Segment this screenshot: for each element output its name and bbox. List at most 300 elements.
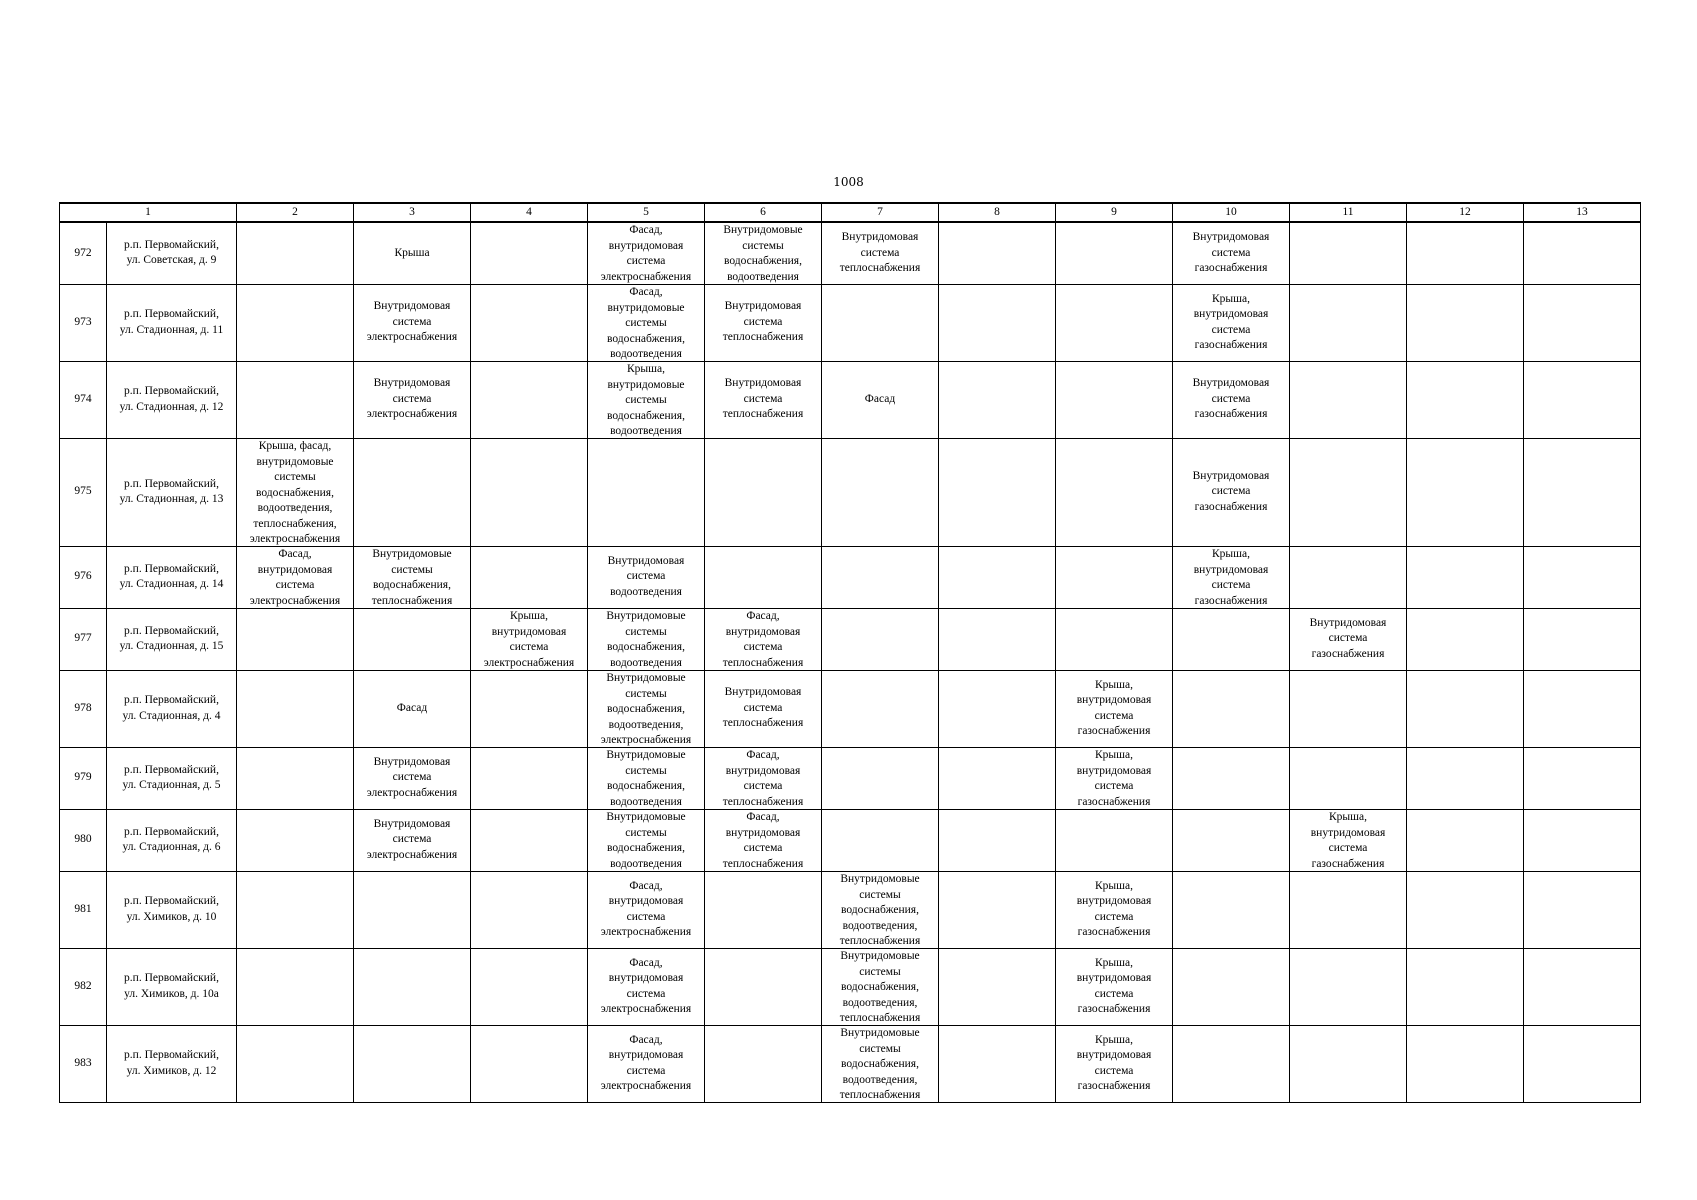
work-line: водоотведения (610, 348, 682, 360)
work-cell-col-3 (354, 871, 471, 948)
work-cell-col-12 (1407, 438, 1524, 546)
work-cell-col-6 (705, 438, 822, 546)
work-line: система (626, 987, 666, 1000)
work-line: электроснабжения (600, 1003, 692, 1015)
work-cell-col-6 (705, 361, 822, 438)
address-settlement: р.п. Первомайский, (124, 763, 219, 776)
work-cell-col-13 (1524, 871, 1641, 948)
work-line: теплоснабжения (371, 594, 453, 607)
work-line: внутридомовая (1076, 764, 1152, 777)
work-cell-col-12 (1407, 284, 1524, 361)
work-line: электроснабжения (366, 786, 458, 799)
work-cell-col-8 (939, 1025, 1056, 1102)
work-cell-col-13 (1524, 608, 1641, 670)
work-line: водоотведения (610, 857, 682, 870)
row-number-cell: 974 (60, 361, 107, 438)
address-street: ул. Стадионная, д. 11 (119, 323, 224, 336)
column-header: 3 (354, 203, 471, 222)
address-street: ул. Стадионная, д. 14 (119, 578, 224, 590)
work-cell-col-8 (939, 284, 1056, 361)
work-cell-col-9 (1056, 284, 1173, 361)
work-cell-col-11 (1290, 747, 1407, 809)
work-cell-col-5 (588, 608, 705, 670)
work-line: внутридомовые (607, 301, 685, 314)
work-cell-col-11 (1290, 948, 1407, 1025)
work-cell-col-2 (237, 670, 354, 747)
work-line: Внутридомовая (373, 300, 451, 313)
work-line: внутридомовая (725, 826, 801, 839)
work-cell-col-3 (354, 608, 471, 670)
work-cell-col-5 (588, 438, 705, 546)
work-line: система (1211, 246, 1251, 259)
work-line: Крыша (394, 246, 430, 259)
work-cell-col-7 (822, 438, 939, 546)
column-header: 10 (1173, 203, 1290, 222)
work-cell-col-2 (237, 438, 354, 546)
work-cell-col-9 (1056, 361, 1173, 438)
work-cell-col-13 (1524, 438, 1641, 546)
work-line: системы (625, 625, 667, 638)
work-cell-col-9 (1056, 1025, 1173, 1102)
work-cell-col-6 (705, 546, 822, 608)
work-cell-col-9 (1056, 438, 1173, 546)
work-cell-col-5 (588, 1025, 705, 1102)
work-line: система (860, 246, 900, 259)
work-line: система (1094, 709, 1134, 722)
work-line: водоснабжения, (724, 255, 802, 268)
work-line: системы (859, 888, 901, 901)
work-line: внутридомовая (608, 972, 684, 984)
work-line: Фасад, (746, 749, 780, 761)
work-line: водоотведения, (842, 996, 918, 1009)
work-line: Крыша, (1095, 678, 1133, 691)
address-settlement: р.п. Первомайский, (124, 562, 219, 575)
row-number-cell: 976 (60, 546, 107, 608)
work-line: водоснабжения, (607, 703, 685, 715)
address-cell (107, 871, 237, 948)
work-line: система (1094, 780, 1134, 792)
work-line: Внутридомовые (723, 224, 803, 237)
work-cell-col-4 (471, 361, 588, 438)
work-line: системы (625, 826, 667, 839)
work-cell-col-5 (588, 546, 705, 608)
work-line: газоснабжения (1194, 500, 1268, 513)
work-line: теплоснабжения (839, 1012, 921, 1024)
work-line: электроснабжения (366, 331, 458, 344)
work-cell-col-9 (1056, 222, 1173, 284)
work-cell-col-10 (1173, 747, 1290, 809)
work-cell-col-4 (471, 1025, 588, 1102)
row-number-cell: 978 (60, 670, 107, 747)
work-cell-col-11 (1290, 284, 1407, 361)
work-line: системы (274, 471, 316, 483)
work-line: водоотведения (727, 270, 799, 283)
work-line: система (392, 833, 432, 846)
address-cell (107, 809, 237, 871)
address-settlement: р.п. Первомайский, (124, 825, 219, 838)
work-line: водоотведения (610, 425, 682, 437)
work-cell-col-4 (471, 546, 588, 608)
work-line: водоотведения, (608, 718, 684, 731)
work-line: водоснабжения, (841, 1058, 919, 1070)
work-cell-col-7 (822, 747, 939, 809)
work-cell-col-8 (939, 361, 1056, 438)
work-cell-col-11 (1290, 361, 1407, 438)
work-cell-col-7 (822, 284, 939, 361)
work-cell-col-6 (705, 871, 822, 948)
work-line: системы (625, 394, 667, 406)
work-line: газоснабжения (1077, 795, 1151, 808)
work-cell-col-11 (1290, 608, 1407, 670)
work-cell-col-8 (939, 438, 1056, 546)
address-street: ул. Стадионная, д. 4 (122, 709, 221, 722)
work-cell-col-3 (354, 284, 471, 361)
work-cell-col-5 (588, 670, 705, 747)
work-line: система (626, 570, 666, 583)
work-line: газоснабжения (1194, 262, 1268, 274)
column-header: 4 (471, 203, 588, 222)
address-settlement: р.п. Первомайский, (124, 308, 219, 320)
work-cell-col-8 (939, 948, 1056, 1025)
work-cell-col-13 (1524, 284, 1641, 361)
work-line: система (626, 255, 666, 268)
table-row (60, 871, 1641, 948)
row-number-cell: 982 (60, 948, 107, 1025)
work-cell-col-10 (1173, 608, 1290, 670)
work-cell-col-4 (471, 871, 588, 948)
work-line: электроснабжения (600, 1080, 692, 1092)
work-cell-col-11 (1290, 809, 1407, 871)
work-cell-col-10 (1173, 546, 1290, 608)
work-cell-col-3 (354, 361, 471, 438)
work-line: водоотведения, (257, 502, 333, 514)
work-cell-col-11 (1290, 1025, 1407, 1102)
work-line: газоснабжения (1077, 725, 1151, 737)
work-cell-col-2 (237, 809, 354, 871)
work-line: Внутридомовая (1192, 469, 1270, 482)
work-cell-col-3 (354, 222, 471, 284)
work-cell-col-2 (237, 948, 354, 1025)
work-cell-col-8 (939, 747, 1056, 809)
work-line: Крыша, (627, 363, 665, 375)
work-line: внутридомовая (608, 895, 684, 907)
work-line: системы (625, 317, 667, 329)
work-line: Внутридомовая (373, 817, 451, 830)
work-line: внутридомовая (257, 563, 333, 576)
work-cell-col-7 (822, 809, 939, 871)
work-line: водоснабжения, (256, 486, 334, 499)
work-line: Крыша, (1212, 292, 1250, 305)
work-cell-col-2 (237, 871, 354, 948)
address-settlement: р.п. Первомайский, (124, 972, 219, 984)
work-cell-col-2 (237, 361, 354, 438)
work-cell-col-6 (705, 1025, 822, 1102)
work-line: Внутридомовые (840, 873, 920, 885)
work-line: водоснабжения, (607, 780, 685, 792)
table-row (60, 361, 1641, 438)
work-line: Внутридомовая (607, 554, 685, 567)
address-cell (107, 361, 237, 438)
work-cell-col-4 (471, 747, 588, 809)
work-cell-col-10 (1173, 284, 1290, 361)
work-cell-col-7 (822, 871, 939, 948)
work-cell-col-6 (705, 670, 822, 747)
work-cell-col-12 (1407, 670, 1524, 747)
work-line: системы (859, 965, 901, 978)
work-line: система (743, 842, 783, 854)
work-cell-col-9 (1056, 670, 1173, 747)
table-row (60, 438, 1641, 546)
work-cell-col-10 (1173, 438, 1290, 546)
column-header: 9 (1056, 203, 1173, 222)
address-street: ул. Химиков, д. 12 (126, 1064, 217, 1077)
row-number-cell: 980 (60, 809, 107, 871)
column-header: 1 (60, 203, 237, 222)
work-line: водоотведения (610, 585, 682, 598)
work-line: газоснабжения (1194, 408, 1268, 421)
work-cell-col-8 (939, 608, 1056, 670)
work-cell-col-12 (1407, 361, 1524, 438)
work-cell-col-8 (939, 871, 1056, 948)
work-cell-col-9 (1056, 546, 1173, 608)
table-row (60, 948, 1641, 1025)
address-cell (107, 438, 237, 546)
work-line: газоснабжения (1194, 339, 1268, 351)
table-body (60, 222, 1641, 1102)
work-line: водоснабжения, (607, 842, 685, 854)
work-cell-col-7 (822, 361, 939, 438)
work-line: Фасад, (746, 811, 780, 823)
page-number: 1008 (833, 175, 864, 189)
work-line: система (743, 641, 783, 653)
work-line: электроснабжения (483, 656, 575, 669)
work-cell-col-4 (471, 670, 588, 747)
work-cell-col-4 (471, 222, 588, 284)
address-settlement: р.п. Первомайский, (124, 238, 219, 251)
work-line: внутридомовая (1076, 972, 1152, 984)
work-cell-col-7 (822, 670, 939, 747)
work-line: системы (391, 563, 433, 576)
work-cell-col-10 (1173, 809, 1290, 871)
work-cell-col-2 (237, 747, 354, 809)
column-header: 2 (237, 203, 354, 222)
work-line: система (1094, 987, 1134, 1000)
work-line: водоснабжения, (607, 409, 685, 422)
work-cell-col-12 (1407, 222, 1524, 284)
work-line: система (392, 771, 432, 784)
work-line: система (1211, 579, 1251, 591)
work-line: Крыша, (1095, 1033, 1133, 1046)
work-line: Внутридомовые (372, 548, 452, 560)
work-cell-col-7 (822, 222, 939, 284)
work-line: Внутридомовая (1309, 616, 1387, 629)
work-cell-col-3 (354, 948, 471, 1025)
address-street: ул. Стадионная, д. 15 (119, 640, 224, 652)
work-line: внутридомовая (491, 625, 567, 638)
work-cell-col-12 (1407, 1025, 1524, 1102)
work-cell-col-13 (1524, 670, 1641, 747)
row-number-cell: 981 (60, 871, 107, 948)
work-cell-col-13 (1524, 546, 1641, 608)
address-street: ул. Стадионная, д. 6 (122, 841, 221, 853)
work-line: Фасад, (629, 286, 663, 298)
work-cell-col-6 (705, 948, 822, 1025)
work-line: электроснабжения (600, 734, 692, 746)
row-number-cell: 977 (60, 608, 107, 670)
work-line: система (743, 701, 783, 714)
table-row (60, 608, 1641, 670)
work-cell-col-12 (1407, 948, 1524, 1025)
work-line: теплоснабжения (722, 857, 804, 870)
work-line: Внутридомовые (606, 811, 686, 823)
work-line: внутридомовые (607, 378, 685, 391)
work-line: электроснабжения (600, 926, 692, 938)
address-settlement: р.п. Первомайский, (124, 477, 219, 490)
work-cell-col-13 (1524, 1025, 1641, 1102)
table-row (60, 284, 1641, 361)
work-line: Фасад (396, 701, 428, 714)
work-cell-col-12 (1407, 871, 1524, 948)
column-header: 13 (1524, 203, 1641, 222)
work-cell-col-2 (237, 608, 354, 670)
work-cell-col-5 (588, 361, 705, 438)
work-line: Фасад, (629, 1033, 663, 1046)
work-line: внутридомовая (1310, 826, 1386, 839)
work-line: система (1094, 910, 1134, 923)
work-line: теплоснабжения (839, 262, 921, 274)
work-cell-col-6 (705, 284, 822, 361)
work-line: система (743, 780, 783, 792)
work-cell-col-10 (1173, 222, 1290, 284)
work-line: система (743, 315, 783, 328)
work-line: система (1328, 842, 1368, 854)
work-cell-col-11 (1290, 871, 1407, 948)
column-header: 5 (588, 203, 705, 222)
work-line: Внутридомовые (606, 749, 686, 761)
work-cell-col-2 (237, 222, 354, 284)
work-line: Фасад, (629, 956, 663, 969)
work-cell-col-8 (939, 670, 1056, 747)
work-cell-col-5 (588, 222, 705, 284)
work-line: теплоснабжения (722, 717, 804, 730)
table-row (60, 670, 1641, 747)
table-row (60, 747, 1641, 809)
work-cell-col-3 (354, 438, 471, 546)
work-line: система (626, 910, 666, 923)
work-line: система (509, 641, 549, 653)
work-cell-col-5 (588, 871, 705, 948)
work-line: система (1094, 1064, 1134, 1077)
work-line: водоснабжения, (841, 904, 919, 916)
work-line: теплоснабжения (839, 935, 921, 947)
work-line: водоснабжения, (607, 332, 685, 345)
work-line: система (1211, 485, 1251, 498)
work-cell-col-2 (237, 284, 354, 361)
work-line: электроснабжения (366, 408, 458, 421)
work-line: внутридомовая (1076, 1049, 1152, 1061)
work-cell-col-4 (471, 608, 588, 670)
work-line: система (1211, 392, 1251, 405)
address-street: ул. Химиков, д. 10а (124, 987, 219, 1000)
work-cell-col-6 (705, 747, 822, 809)
column-header: 8 (939, 203, 1056, 222)
work-line: Внутридомовые (606, 672, 686, 684)
work-cell-col-13 (1524, 747, 1641, 809)
work-line: внутридомовая (608, 1049, 684, 1061)
work-line: электроснабжения (249, 533, 341, 545)
work-line: Внутридомовая (1192, 377, 1270, 390)
row-number-cell: 983 (60, 1025, 107, 1102)
address-street: ул. Химиков, д. 10 (126, 910, 217, 923)
work-line: теплоснабжения (722, 408, 804, 421)
work-line: системы (625, 764, 667, 777)
work-line: Внутридомовая (724, 377, 802, 390)
work-line: Фасад, (629, 879, 663, 892)
work-line: Крыша, (1212, 548, 1250, 560)
work-cell-col-3 (354, 1025, 471, 1102)
work-cell-col-4 (471, 284, 588, 361)
work-cell-col-5 (588, 809, 705, 871)
work-cell-col-6 (705, 809, 822, 871)
work-line: газоснабжения (1077, 1003, 1151, 1015)
work-cell-col-12 (1407, 608, 1524, 670)
work-cell-col-7 (822, 546, 939, 608)
address-street: ул. Стадионная, д. 12 (119, 400, 224, 413)
work-line: Крыша, (510, 610, 548, 622)
work-line: системы (625, 687, 667, 700)
work-line: система (1328, 632, 1368, 645)
work-cell-col-11 (1290, 438, 1407, 546)
work-line: газоснабжения (1194, 594, 1268, 607)
work-cell-col-9 (1056, 948, 1173, 1025)
work-cell-col-3 (354, 670, 471, 747)
work-line: водоснабжения, (373, 579, 451, 591)
work-cell-col-13 (1524, 809, 1641, 871)
table-row (60, 546, 1641, 608)
row-number-cell: 973 (60, 284, 107, 361)
work-line: теплоснабжения (722, 656, 804, 669)
work-cell-col-10 (1173, 871, 1290, 948)
work-line: система (392, 392, 432, 405)
work-line: система (626, 1064, 666, 1077)
work-cell-col-11 (1290, 670, 1407, 747)
work-line: Внутридомовая (841, 231, 919, 243)
work-cell-col-4 (471, 438, 588, 546)
column-header: 6 (705, 203, 822, 222)
work-cell-col-10 (1173, 1025, 1290, 1102)
work-line: Фасад (864, 392, 896, 405)
work-line: Крыша, (1095, 749, 1133, 761)
table-row (60, 809, 1641, 871)
work-line: система (1211, 323, 1251, 336)
address-settlement: р.п. Первомайский, (124, 624, 219, 637)
work-line: система (392, 315, 432, 328)
work-cell-col-13 (1524, 222, 1641, 284)
work-line: внутридомовая (1193, 563, 1269, 576)
work-cell-col-12 (1407, 546, 1524, 608)
work-line: Внутридомовая (1192, 231, 1270, 243)
work-cell-col-9 (1056, 809, 1173, 871)
work-cell-col-3 (354, 747, 471, 809)
work-line: водоснабжения, (841, 981, 919, 993)
work-line: водоотведения (610, 795, 682, 808)
work-line: Фасад, (629, 224, 663, 237)
work-line: система (275, 579, 315, 591)
column-header: 11 (1290, 203, 1407, 222)
address-settlement: р.п. Первомайский, (124, 895, 219, 907)
table-row (60, 222, 1641, 284)
work-line: Внутридомовые (606, 610, 686, 622)
